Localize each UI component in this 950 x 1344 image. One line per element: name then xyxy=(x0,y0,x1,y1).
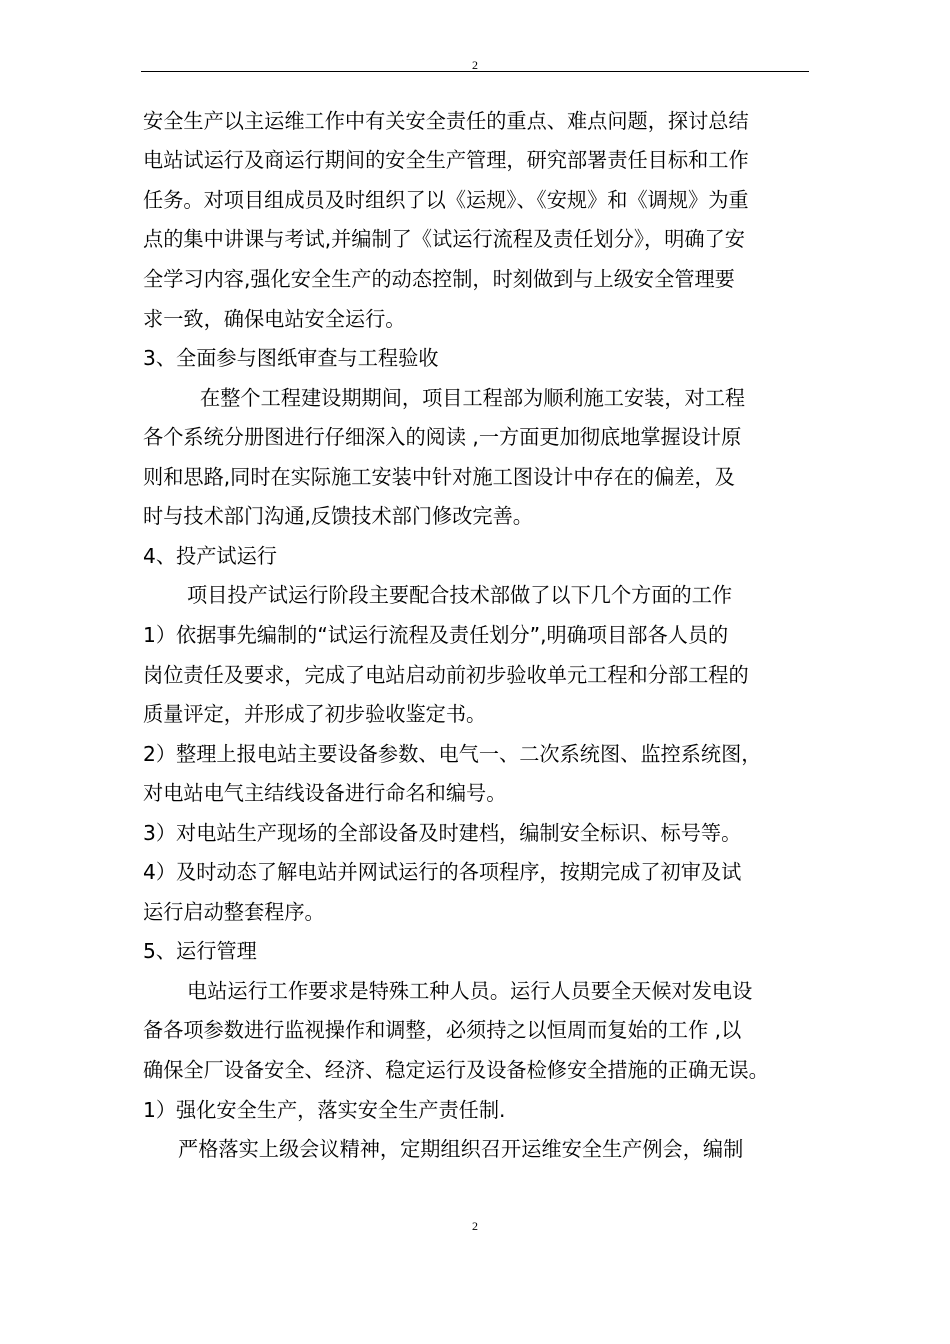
list-item: 3）对电站生产现场的全部设备及时建档，编制安全标识、标号等。 xyxy=(143,821,742,845)
list-item: 4）及时动态了解电站并网试运行的各项程序，按期完成了初审及试 xyxy=(143,860,742,884)
list-item: 2）整理上报电站主要设备参数、电气一、二次系统图、监控系统图， xyxy=(143,742,762,766)
body-line: 备各项参数进行监视操作和调整，必须持之以恒周而复始的工作 ,以 xyxy=(143,1018,742,1042)
body-line: 质量评定，并形成了初步验收鉴定书。 xyxy=(143,702,487,726)
body-line: 电站运行工作要求是特殊工种人员。运行人员要全天候对发电设 xyxy=(187,979,753,1003)
body-line: 点的集中讲课与考试,并编制了《试运行流程及责任划分》，明确了安 xyxy=(143,227,745,251)
body-line: 电站试运行及商运行期间的安全生产管理，研究部署责任目标和工作 xyxy=(143,148,749,172)
body-line: 在整个工程建设期期间，项目工程部为顺利施工安装，对工程 xyxy=(200,386,746,410)
body-line: 任务。对项目组成员及时组织了以《运规》、《安规》和《调规》为重 xyxy=(143,188,749,212)
body-line: 求一致，确保电站安全运行。 xyxy=(143,307,406,331)
body-line: 岗位责任及要求，完成了电站启动前初步验收单元工程和分部工程的 xyxy=(143,663,749,687)
footer-page-number: 2 xyxy=(472,1219,478,1233)
body-line: 安全生产以主运维工作中有关安全责任的重点、难点问题，探讨总结 xyxy=(143,109,749,133)
list-item: 1）依据事先编制的“试运行流程及责任划分”,明确项目部各人员的 xyxy=(143,623,729,647)
body-line: 运行启动整套程序。 xyxy=(143,900,325,924)
body-line: 确保全厂设备安全、经济、稳定运行及设备检修安全措施的正确无误。 xyxy=(143,1058,769,1082)
section-heading: 5、运行管理 xyxy=(143,939,257,963)
body-line: 项目投产试运行阶段主要配合技术部做了以下几个方面的工作 xyxy=(187,583,733,607)
body-line: 时与技术部门沟通,反馈技术部门修改完善。 xyxy=(143,504,533,528)
header-page-number: 2 xyxy=(472,58,478,72)
body-line: 则和思路,同时在实际施工安装中针对施工图设计中存在的偏差，及 xyxy=(143,465,735,489)
section-heading: 3、全面参与图纸审查与工程验收 xyxy=(143,346,439,370)
list-item: 1）强化安全生产，落实安全生产责任制. xyxy=(143,1098,506,1122)
body-line: 各个系统分册图进行仔细深入的阅读 ,一方面更加彻底地掌握设计原 xyxy=(143,425,742,449)
body-line: 全学习内容,强化安全生产的动态控制，时刻做到与上级安全管理要 xyxy=(143,267,735,291)
header-rule xyxy=(141,71,809,72)
body-line: 对电站电气主结线设备进行命名和编号。 xyxy=(143,781,507,805)
section-heading: 4、投产试运行 xyxy=(143,544,277,568)
body-line: 严格落实上级会议精神，定期组织召开运维安全生产例会，编制 xyxy=(178,1137,744,1161)
